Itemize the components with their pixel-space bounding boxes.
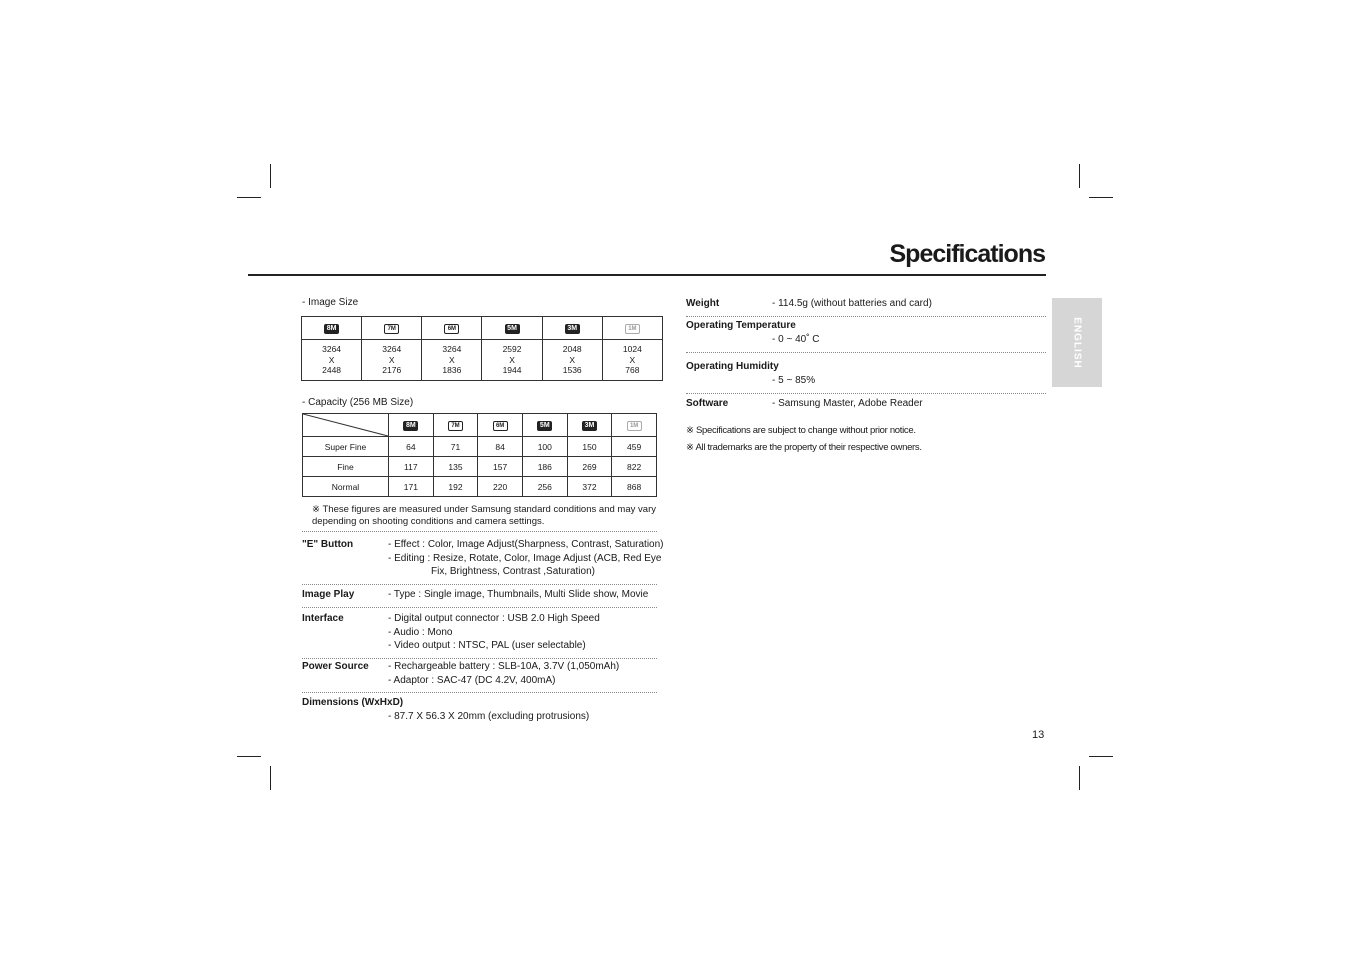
capacity-cell: 84 [478, 437, 523, 457]
size-cell: 1024 X 768 [602, 340, 662, 381]
capacity-header-cell [522, 414, 567, 437]
image-size-table [301, 316, 663, 381]
page-number: 13 [1032, 729, 1045, 741]
title-rule [248, 274, 1046, 276]
resolution-3m-icon: 3M [565, 324, 580, 334]
size-cell: 2592 X 1944 [482, 340, 542, 381]
page-title: Specifications [889, 240, 1045, 268]
diagonal-divider [303, 414, 388, 436]
humidity-value: - 5 ~ 85% [772, 375, 816, 386]
divider [686, 316, 1046, 317]
spec-line: - Rechargeable battery : SLB-10A, 3.7V (1,050mAh) [388, 661, 620, 672]
row-label: Normal [303, 477, 389, 497]
capacity-cell: 117 [389, 457, 434, 477]
spec-line: - Digital output connector : USB 2.0 High Speed [388, 613, 600, 624]
size-cell: 2048 X 1536 [542, 340, 602, 381]
crop-mark [1089, 756, 1113, 757]
humidity-key: Operating Humidity [686, 361, 779, 372]
crop-mark [1079, 766, 1080, 790]
resolution-8m-icon: 8M [403, 421, 418, 431]
table-row [303, 477, 657, 497]
image-play-key: Image Play [302, 589, 355, 600]
interface-value [388, 612, 600, 653]
language-side-tab [1052, 298, 1102, 387]
capacity-cell: 459 [612, 437, 657, 457]
resolution-1m-icon: 1M [625, 324, 640, 334]
crop-mark [237, 756, 261, 757]
spec-line: - Audio : Mono [388, 626, 453, 638]
capacity-cell: 372 [567, 477, 612, 497]
crop-mark [270, 766, 271, 790]
capacity-cell: 822 [612, 457, 657, 477]
size-cell: 3264 X 1836 [422, 340, 482, 381]
divider [302, 658, 657, 659]
size-header-cell [422, 317, 482, 340]
crop-mark [1079, 164, 1080, 188]
row-label: Fine [303, 457, 389, 477]
capacity-header-cell [389, 414, 434, 437]
table-row [303, 437, 657, 457]
row-label: Super Fine [303, 437, 389, 457]
image-play-value [388, 588, 648, 602]
capacity-cell: 171 [389, 477, 434, 497]
size-header-cell [542, 317, 602, 340]
size-header-cell [602, 317, 662, 340]
capacity-cell: 186 [522, 457, 567, 477]
capacity-cell: 220 [478, 477, 523, 497]
capacity-cell: 64 [389, 437, 434, 457]
capacity-label: - Capacity (256 MB Size) [302, 397, 414, 408]
capacity-cell: 150 [567, 437, 612, 457]
resolution-3m-icon: 3M [582, 421, 597, 431]
footnote: ※ Specifications are subject to change without prior notice. [686, 425, 916, 436]
capacity-cell: 135 [433, 457, 478, 477]
resolution-5m-icon: 5M [537, 421, 552, 431]
spec-line: - Effect : Color, Image Adjust(Sharpness, Contrast, Saturation) [388, 539, 664, 550]
footnote: ※ All trademarks are the property of their respective owners. [686, 442, 922, 453]
table-row [303, 457, 657, 477]
capacity-header-cell [567, 414, 612, 437]
crop-mark [270, 164, 271, 188]
size-header-cell [302, 317, 362, 340]
resolution-7m-icon: 7M [384, 324, 399, 334]
language-label: ENGLISH [1071, 316, 1083, 369]
capacity-cell: 256 [522, 477, 567, 497]
spec-line: - Type : Single image, Thumbnails, Multi Slide show, Movie [388, 589, 649, 600]
capacity-cell: 192 [433, 477, 478, 497]
capacity-table [302, 413, 657, 497]
temperature-key: Operating Temperature [686, 320, 796, 331]
resolution-8m-icon: 8M [324, 324, 339, 334]
spec-line: Fix, Brightness, Contrast ,Saturation) [431, 566, 595, 577]
spec-line: - Editing : Resize, Rotate, Color, Image Adjust (ACB, Red Eye [388, 552, 662, 564]
resolution-1m-icon: 1M [627, 421, 642, 431]
capacity-header-cell [478, 414, 523, 437]
divider [302, 692, 657, 693]
divider [686, 352, 1046, 353]
capacity-cell: 71 [433, 437, 478, 457]
dimensions-value [388, 710, 589, 724]
interface-key: Interface [302, 613, 344, 624]
capacity-cell: 269 [567, 457, 612, 477]
e-button-key: "E" Button [302, 539, 354, 550]
weight-key: Weight [686, 298, 720, 309]
size-header-cell [362, 317, 422, 340]
divider [302, 584, 657, 585]
size-header-cell [482, 317, 542, 340]
capacity-cell: 868 [612, 477, 657, 497]
spec-line: - Video output : NTSC, PAL (user selectable) [388, 640, 586, 651]
capacity-header-cell [612, 414, 657, 437]
divider [686, 393, 1046, 394]
software-value: - Samsung Master, Adobe Reader [772, 398, 923, 409]
resolution-7m-icon: 7M [448, 421, 463, 431]
dimensions-key: Dimensions (WxHxD) [302, 697, 404, 708]
image-size-label: - Image Size [302, 297, 359, 308]
size-cell: 3264 X 2176 [362, 340, 422, 381]
divider [302, 531, 657, 532]
weight-value: - 114.5g (without batteries and card) [772, 298, 932, 309]
capacity-cell: 157 [478, 457, 523, 477]
capacity-header-cell [433, 414, 478, 437]
capacity-cell: 100 [522, 437, 567, 457]
resolution-6m-icon: 6M [493, 421, 508, 431]
spec-line: - 87.7 X 56.3 X 20mm (excluding protrusions) [388, 711, 590, 722]
software-key: Software [686, 398, 729, 409]
resolution-5m-icon: 5M [505, 324, 520, 334]
power-source-key: Power Source [302, 661, 369, 672]
power-source-value [388, 660, 619, 687]
size-cell: 3264 X 2448 [302, 340, 362, 381]
temperature-value: - 0 ~ 40˚ C [772, 334, 820, 345]
divider [302, 607, 657, 608]
crop-mark [1089, 197, 1113, 198]
spec-line: - Adaptor : SAC-47 (DC 4.2V, 400mA) [388, 674, 556, 686]
e-button-value [388, 538, 664, 579]
resolution-6m-icon: 6M [444, 324, 459, 334]
capacity-corner-cell [303, 414, 389, 437]
capacity-note: ※ These figures are measured under Samsung standard conditions and may vary depending on shooting conditions and camera settings. [312, 504, 656, 527]
crop-mark [237, 197, 261, 198]
